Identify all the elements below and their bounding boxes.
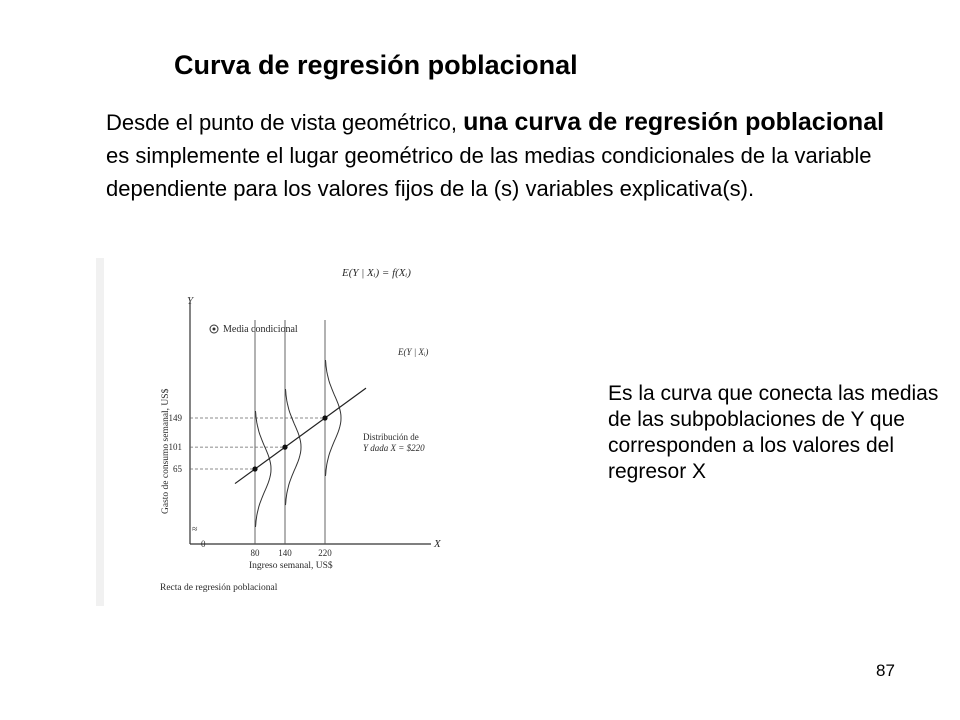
legend-label: Media condicional: [223, 324, 298, 335]
y-tick-label-101: 101: [168, 442, 182, 453]
y-axis-title: Gasto de consumo semanal, US$: [161, 388, 171, 514]
intro-text-part2: es simplemente el lugar geométrico de las medias condicionales de la variable dependiente para los valores fijos de la (s) variables explicativa(s).: [106, 143, 872, 201]
y-tick-label-149: 149: [168, 413, 182, 423]
regression-line-label: E(Y | Xᵢ): [398, 347, 429, 357]
scan-left-edge: [96, 258, 104, 606]
figure-caption: Recta de regresión poblacional: [160, 583, 278, 593]
distribution-label-line2: Y dada X = $220: [363, 443, 425, 453]
regression-figure: [96, 258, 566, 606]
intro-text-part1: Desde el punto de vista geométrico,: [106, 110, 464, 135]
equation-label: E(Y | Xᵢ) = f(Xᵢ): [342, 267, 411, 279]
y-tick-label-65: 65: [173, 464, 182, 474]
intro-paragraph: [106, 106, 896, 205]
axis-break-mark: ≈: [192, 524, 198, 535]
y-axis-letter: Y: [187, 295, 194, 307]
x-tick-label-80: 80: [250, 548, 260, 558]
x-tick-label-220: 220: [318, 548, 332, 558]
distribution-label-line1: Distribución de: [363, 432, 419, 442]
mean-point: [252, 466, 257, 471]
origin-mark: 0: [201, 539, 206, 549]
legend-marker-dot: [213, 328, 216, 331]
x-tick-label-140: 140: [278, 548, 292, 558]
intro-emphasis: una curva de regresión poblacional: [463, 108, 885, 136]
slide-title: Curva de regresión poblacional: [174, 50, 578, 80]
x-axis-letter: X: [434, 538, 441, 550]
mean-point: [282, 445, 287, 450]
x-axis-title: Ingreso semanal, US$: [249, 561, 333, 571]
mean-point: [322, 415, 327, 420]
side-note: Es la curva que conecta las medias de las subpoblaciones de Y que corresponden a los valores del regresor X: [608, 382, 939, 483]
page-number: 87: [876, 661, 895, 680]
